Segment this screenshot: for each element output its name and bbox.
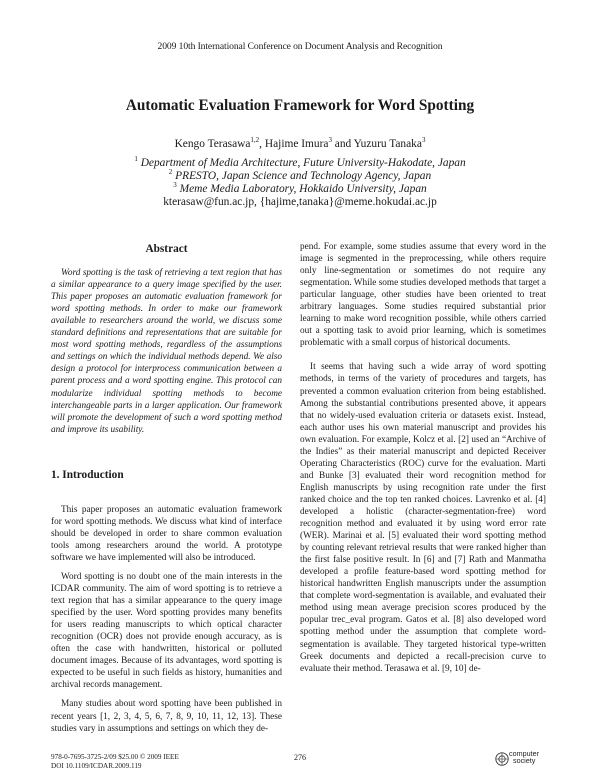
publisher-logo <box>494 749 554 769</box>
affiliation-line <box>0 157 600 170</box>
paragraph: Many studies about word spotting have been published in recent years [1, 2, 3, 4, 5, 6, 7, 8, 9, 10, 11, 12, 13]. These studies vary in assumptions and settings on which they de- <box>51 699 282 734</box>
abstract-text: Word spotting is the task of retrieving a text region that has a similar appearance to a query image specified by the user. This paper proposes an automatic evaluation framework for word spotting methods. In order to make our framework available to researchers around the world, we discuss some standard definitions and representations that are suitable for most word spotting methods, regardless of the assumptions and settings on which the individual methods depend. We also design a protocol for interprocess communication between a parent process and a word spotting engine. This protocol can modularize individual spotting methods to become interchangeable parts in a larger application. Our framework will promote the development of such a word spotting method and improve its usability. <box>51 268 282 435</box>
paragraph: pend. For example, some studies assume that every word in the image is segmented in the preprocessing, while others require only line-segmentation or sometimes do not require any segmentation. While some studies developed methods that target a particular language, other studies have been oriented to treat arbitrary languages. Some studies required substantial prior learning to make word recognition possible, while others carried out a spotting task to avoid prior learning, which is sometimes problematic with a small corpus of historical documents. <box>300 242 547 349</box>
affiliation-text: PRESTO, Japan Science and Technology Agency, Japan <box>175 170 432 182</box>
footer-isbn: 978-0-7695-3725-2/09 $25.00 © 2009 IEEE <box>51 753 179 761</box>
paragraph: Word spotting is no doubt one of the main interests in the ICDAR community. The aim of word spotting is to retrieve a text region that has a similar appearance to the query image specified by the user. Word spotting provides many benefits for users reading manuscripts to which optical character recognition (OCR) does not provide enough accuracy, as is often the case with handwritten, historical or polluted document images. Because of its advantages, word spotting is expected to be useful in such fields as history, humanities and archival records management. <box>51 571 282 691</box>
author-emails: kterasaw@fun.ac.jp, {hajime,tanaka}@meme.hokudai.ac.jp <box>163 196 437 208</box>
author-name: Hajime Imura <box>264 138 329 150</box>
abstract-heading: Abstract <box>145 243 188 255</box>
paragraph: It seems that having such a wide array of word spotting methods, in terms of the variety of procedures and targets, has prevented a common evaluation criterion from being established. Among the substantial contributions presented above, it appears that no widely-used evaluation criteria or datasets exist. Instead, each author uses his own material manuscript and provides his own evaluation. For example, Kolcz et al. [2] used an “Archive of the Indies” as their material manuscript and depicted Receiver Operating Characteristics (ROC) curve for the evaluation. Marti and Bunke [3] evaluated their word recognition method for English manuscripts by using recognition rate under the first ranked choice and the top ten ranked choices. Lavrenko et al. [4] developed a holistic (character-segmentation-free) word recognition method and evaluated it by using word error rate (WER). Marinai et al. [5] evaluated their word spotting method by counting relevant retrieval results that were ranked higher than the first false positive result. In [6] and [7] Rath and Manmatha developed a profile feature-based word spotting method for historical handwritten English manuscripts under the assumption that complete word-segmentation is available, and evaluated their method using mean average precision scores produced by the popular trec_eval program. Gatos et al. [8] also developed word spotting method under the assumption that complete word-segmentation is available. They targeted historical type-written Greek documents and depicted a recall-precision curve to evaluate their method. Terasawa et al. [9, 10] de- <box>300 362 546 674</box>
page-number: 276 <box>294 753 306 762</box>
affiliation-line <box>0 183 600 196</box>
author-name: Kengo Terasawa <box>174 138 251 150</box>
paragraph: This paper proposes an automatic evaluation framework for word spotting methods. We discuss what kind of interface should be developed in order to share common evaluation tools among researchers around the world. A prototype software we have implemented will also be introduced. <box>51 504 282 563</box>
author-affiliation-mark: 3 <box>328 136 332 145</box>
affiliation-mark: 3 <box>173 181 177 190</box>
paper-title: Automatic Evaluation Framework for Word Spotting <box>125 97 475 114</box>
left-column <box>51 241 282 735</box>
affiliation-text: Meme Media Laboratory, Hokkaido University, Japan <box>179 183 427 195</box>
conference-header: 2009 10th International Conference on Document Analysis and Recognition <box>157 41 443 52</box>
author-list <box>0 138 600 150</box>
author-affiliation-mark: 3 <box>421 136 426 145</box>
author-affiliation-mark: 1,2 <box>250 136 260 145</box>
author-name: Yuzuru Tanaka <box>353 138 422 150</box>
affiliation-text: Department of Media Architecture, Future University-Hakodate, Japan <box>140 157 466 169</box>
ieee-computer-society-icon <box>494 751 510 767</box>
author-separator: and <box>331 138 354 150</box>
affiliation-mark: 1 <box>134 155 138 164</box>
affiliation-mark: 2 <box>168 168 173 177</box>
logo-wordmark <box>509 750 539 764</box>
right-column <box>300 241 546 675</box>
logo-line: society <box>513 756 536 765</box>
affiliation-line <box>0 170 600 183</box>
author-separator: , <box>259 138 265 150</box>
logo-line: computer <box>509 749 539 758</box>
introduction-body <box>51 504 282 735</box>
affiliation-block <box>0 157 600 209</box>
introduction-heading: 1. Introduction <box>51 468 124 481</box>
footer-doi: DOI 10.1109/ICDAR.2009.119 <box>51 761 142 770</box>
